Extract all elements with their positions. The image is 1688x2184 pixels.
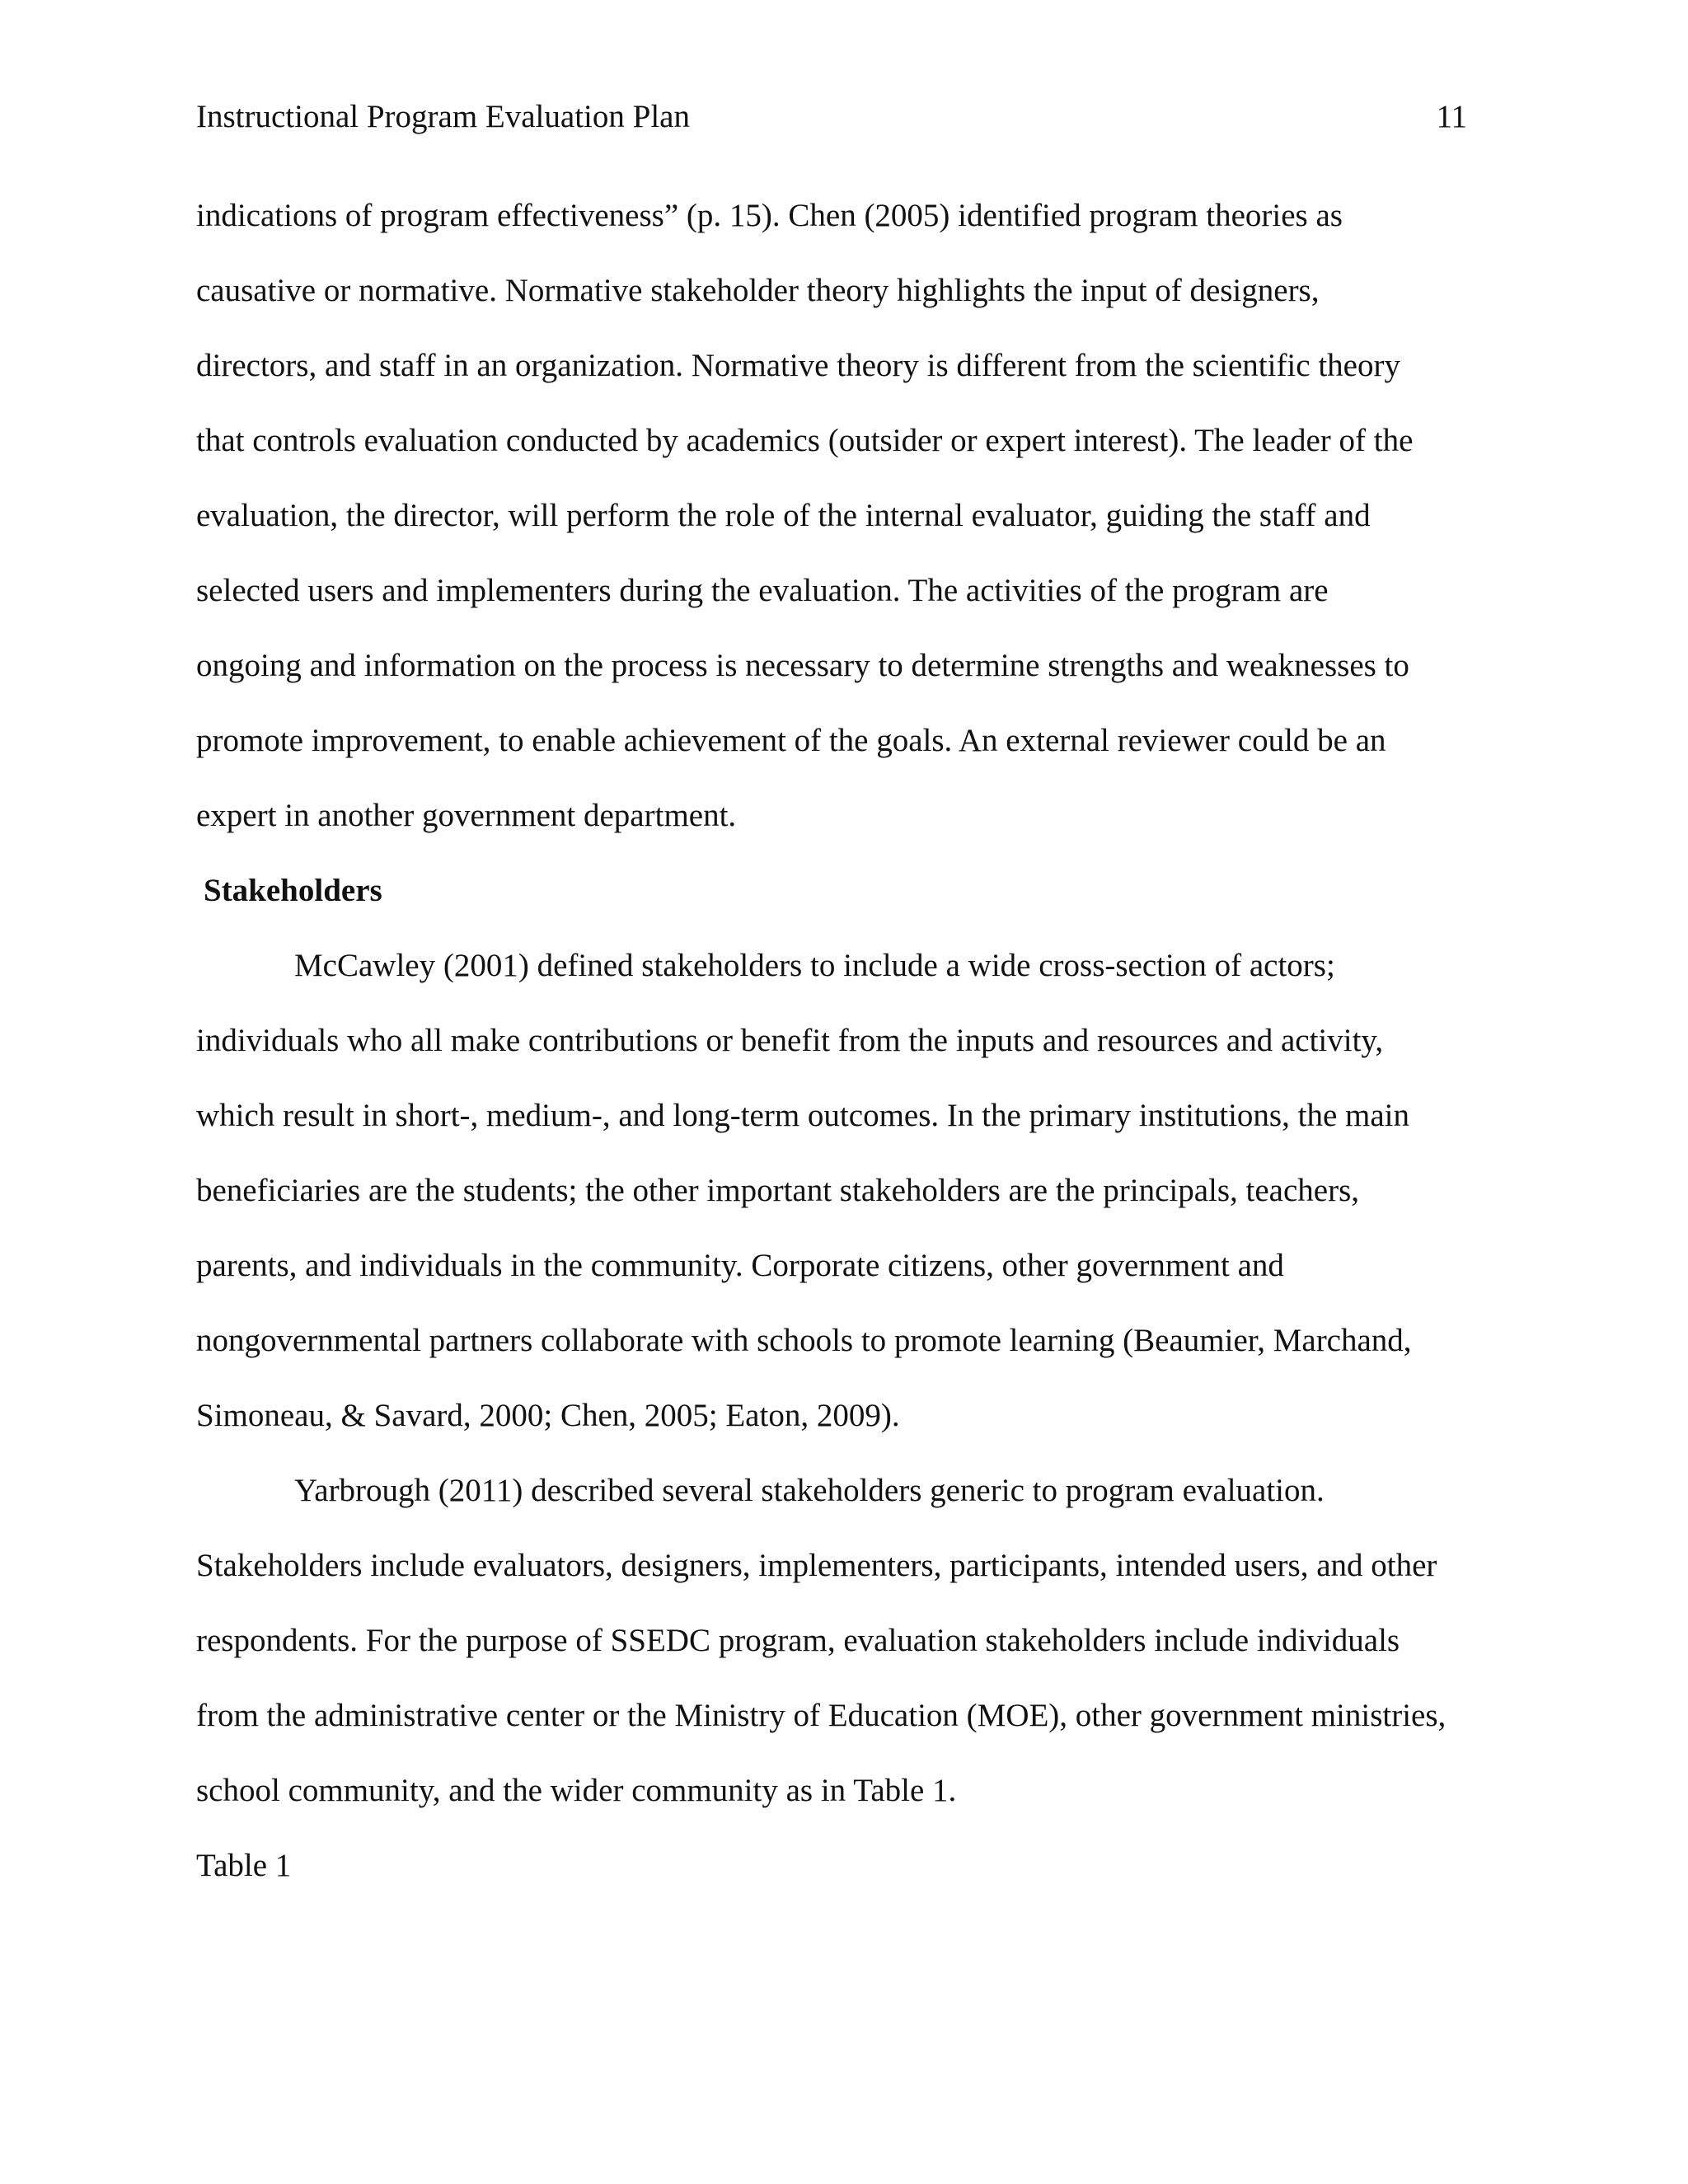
body-line: respondents. For the purpose of SSEDC program, evaluation stakeholders include individuals <box>196 1623 1400 1658</box>
body-line: which result in short-, medium-, and long-term outcomes. In the primary institutions, the main <box>196 1098 1409 1133</box>
body-line: beneficiaries are the students; the other important stakeholders are the principals, teachers, <box>196 1173 1360 1208</box>
body-line: selected users and implementers during the evaluation. The activities of the program are <box>196 573 1329 608</box>
table-caption: Table 1 <box>196 1848 292 1883</box>
body-line: from the administrative center or the Ministry of Education (MOE), other government ministries, <box>196 1698 1447 1733</box>
body-line: Yarbrough (2011) described several stakeholders generic to program evaluation. <box>294 1473 1325 1508</box>
body-line: expert in another government department. <box>196 798 737 833</box>
body-line: parents, and individuals in the community. Corporate citizens, other government and <box>196 1248 1284 1283</box>
body-line: Simoneau, & Savard, 2000; Chen, 2005; Eaton, 2009). <box>196 1398 900 1433</box>
body-line: causative or normative. Normative stakeholder theory highlights the input of designers, <box>196 273 1320 308</box>
body-line: indications of program effectiveness” (p. 15). Chen (2005) identified program theories as <box>196 198 1343 233</box>
body-line: Stakeholders include evaluators, designers, implementers, participants, intended users, and other <box>196 1548 1437 1583</box>
body-line: that controls evaluation conducted by academics (outsider or expert interest). The leader of the <box>196 423 1414 458</box>
body-line: individuals who all make contributions or benefit from the inputs and resources and activity, <box>196 1023 1384 1058</box>
body-line: ongoing and information on the process is necessary to determine strengths and weaknesses to <box>196 648 1409 683</box>
section-heading: Stakeholders <box>204 873 382 908</box>
body-line: McCawley (2001) defined stakeholders to include a wide cross-section of actors; <box>294 948 1335 983</box>
page-number: 11 <box>1436 99 1467 134</box>
body-line: evaluation, the director, will perform the role of the internal evaluator, guiding the staff and <box>196 498 1371 533</box>
body-line: school community, and the wider community as in Table 1. <box>196 1773 957 1808</box>
body-line: directors, and staff in an organization. Normative theory is different from the scientific theory <box>196 348 1400 383</box>
body-line: promote improvement, to enable achievement of the goals. An external reviewer could be an <box>196 723 1386 758</box>
running-head: Instructional Program Evaluation Plan <box>196 99 690 134</box>
body-line: nongovernmental partners collaborate with schools to promote learning (Beaumier, Marchand, <box>196 1323 1412 1358</box>
